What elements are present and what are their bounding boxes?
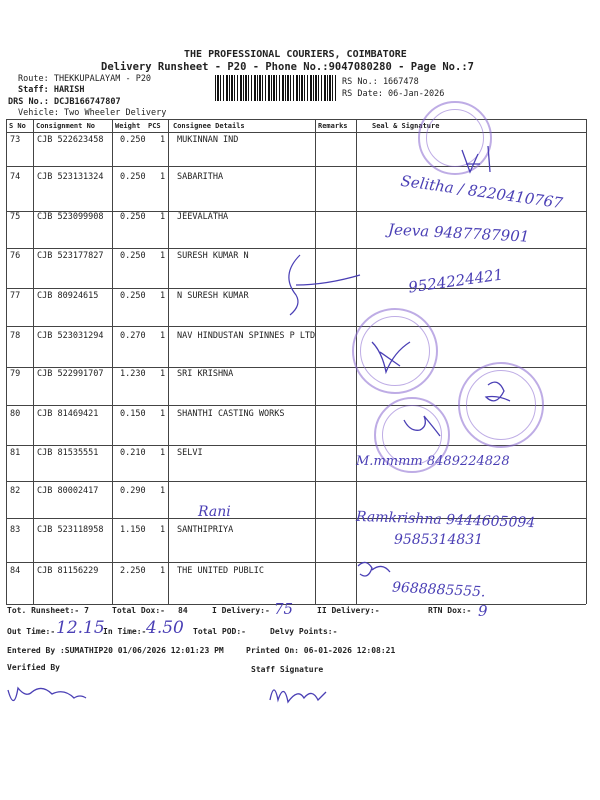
row-consignment-no: CJB 523131324: [37, 172, 104, 182]
ii-delivery-label: II Delivery:-: [317, 606, 380, 615]
row-sno: 76: [10, 251, 21, 261]
in-time-label: In Time:-: [103, 627, 147, 636]
row-weight: 1.150: [120, 525, 146, 535]
row-consignment-no: CJB 522991707: [37, 369, 104, 379]
row-weight: 0.250: [120, 172, 146, 182]
row-consignee: JEEVALATHA: [177, 212, 229, 222]
row-weight: 0.210: [120, 448, 146, 458]
col-pcs: PCS: [148, 122, 161, 130]
rtn-dox-value: 9: [478, 602, 488, 620]
col-sno: S No: [9, 122, 26, 130]
row-consignee: MUKINNAN IND: [177, 135, 239, 145]
row-weight: 0.150: [120, 409, 146, 419]
row-consignee: N SURESH KUMAR: [177, 291, 249, 301]
row-pcs: 1: [160, 369, 166, 379]
row-sno: 81: [10, 448, 21, 458]
row-consignee: SANTHIPRIYA: [177, 525, 234, 535]
handwritten-note: 9524224421: [407, 265, 505, 297]
row-consignment-no: CJB 523031294: [37, 331, 104, 341]
handwritten-note: 9688885555.: [391, 579, 486, 601]
staff-signature-label: Staff Signature: [251, 665, 324, 674]
row-pcs: 1: [160, 172, 166, 182]
row-consignment-no: CJB 523099908: [37, 212, 104, 222]
handwritten-note: M.mmmm 8489224828: [356, 454, 510, 469]
row-sno: 74: [10, 172, 21, 182]
in-time-value: 4.50: [146, 618, 184, 638]
handwritten-note: 9585314831: [394, 532, 484, 548]
row-sno: 73: [10, 135, 21, 145]
rs-date-label: RS Date: 06-Jan-2026: [342, 89, 445, 99]
runsheet-title: Delivery Runsheet - P20 - Phone No.:9047080280 - Page No.:7: [101, 61, 474, 73]
signature-scribble: [462, 146, 490, 172]
out-time-value: 12.15: [56, 618, 105, 638]
delvy-points-label: Delvy Points:-: [270, 627, 338, 636]
row-consignment-no: CJB 81156229: [37, 566, 99, 576]
row-pcs: 1: [160, 486, 166, 496]
col-remarks: Remarks: [318, 122, 348, 130]
row-consignee: SELVI: [177, 448, 203, 458]
row-pcs: 1: [160, 409, 166, 419]
row-weight: 0.250: [120, 212, 146, 222]
col-consignment: Consignment No: [36, 122, 96, 130]
row-pcs: 1: [160, 331, 166, 341]
row-sno: 79: [10, 369, 21, 379]
row-pcs: 1: [160, 448, 166, 458]
handwritten-note: Rani: [198, 504, 231, 520]
handwritten-note: Selitha / 8220410767: [399, 171, 564, 213]
row-sno: 75: [10, 212, 21, 222]
entered-by: Entered By :SUMATHIP20 01/06/2026 12:01:23 PM: [7, 646, 224, 655]
route-label: Route: THEKKUPALAYAM - P20: [18, 74, 152, 84]
row-consignment-no: CJB 81535551: [37, 448, 99, 458]
vehicle-label: Vehicle: Two Wheeler Delivery: [18, 108, 167, 118]
handwritten-note: Jeeva 9487787901: [387, 220, 530, 246]
signature-scribble: [289, 255, 360, 315]
row-sno: 77: [10, 291, 21, 301]
signature-scribble: [404, 416, 440, 436]
row-consignment-no: CJB 80924615: [37, 291, 99, 301]
row-consignment-no: CJB 523177827: [37, 251, 104, 261]
total-pod-label: Total POD:-: [193, 627, 246, 636]
row-consignment-no: CJB 80002417: [37, 486, 99, 496]
total-dox-value: 84: [178, 606, 188, 615]
rtn-dox-label: RTN Dox:-: [428, 606, 472, 615]
row-consignee: SHANTHI CASTING WORKS: [177, 409, 285, 419]
row-weight: 0.270: [120, 331, 146, 341]
row-pcs: 1: [160, 135, 166, 145]
signature-scribble: [486, 382, 510, 401]
row-pcs: 1: [160, 525, 166, 535]
signature-scribble: [270, 690, 326, 702]
row-consignment-no: CJB 81469421: [37, 409, 99, 419]
col-weight: Weight: [115, 122, 141, 130]
row-consignee: THE UNITED PUBLIC: [177, 566, 264, 576]
row-consignee: SABARITHA: [177, 172, 224, 182]
drs-no-label: DRS No.: DCJB166747807: [8, 97, 121, 107]
out-time-label: Out Time:-: [7, 627, 56, 636]
row-consignment-no: CJB 522623458: [37, 135, 104, 145]
row-weight: 0.250: [120, 291, 146, 301]
row-weight: 1.230: [120, 369, 146, 379]
col-consignee: Consignee Details: [173, 122, 245, 130]
signature-scribble: [372, 342, 410, 372]
signature-scribble: [8, 688, 86, 701]
total-dox-label: Total Dox:-: [112, 606, 165, 615]
row-pcs: 1: [160, 291, 166, 301]
i-delivery-value: 75: [274, 600, 294, 618]
row-sno: 82: [10, 486, 21, 496]
staff-label: Staff: HARISH: [18, 85, 85, 95]
col-seal-signature: Seal & Signature: [372, 122, 440, 130]
row-weight: 2.250: [120, 566, 146, 576]
tot-runsheet: Tot. Runsheet:- 7: [7, 606, 89, 615]
row-pcs: 1: [160, 566, 166, 576]
row-pcs: 1: [160, 251, 166, 261]
row-weight: 0.290: [120, 486, 146, 496]
row-weight: 0.250: [120, 251, 146, 261]
row-sno: 80: [10, 409, 21, 419]
row-pcs: 1: [160, 212, 166, 222]
row-consignee: SURESH KUMAR N: [177, 251, 249, 261]
company-title: THE PROFESSIONAL COURIERS, COIMBATORE: [184, 49, 407, 60]
signature-scribble: [358, 562, 390, 576]
handwritten-note: Ramkrishna 9444605094: [355, 508, 536, 532]
verified-by-label: Verified By: [7, 663, 60, 672]
row-sno: 84: [10, 566, 21, 576]
row-sno: 78: [10, 331, 21, 341]
row-weight: 0.250: [120, 135, 146, 145]
printed-on: Printed On: 06-01-2026 12:08:21: [246, 646, 396, 655]
row-consignee: SRI KRISHNA: [177, 369, 234, 379]
rs-no-label: RS No.: 1667478: [342, 77, 419, 87]
row-sno: 83: [10, 525, 21, 535]
i-delivery-label: I Delivery:-: [212, 606, 270, 615]
row-consignment-no: CJB 523118958: [37, 525, 104, 535]
row-consignee: NAV HINDUSTAN SPINNES P LTD: [177, 331, 316, 341]
